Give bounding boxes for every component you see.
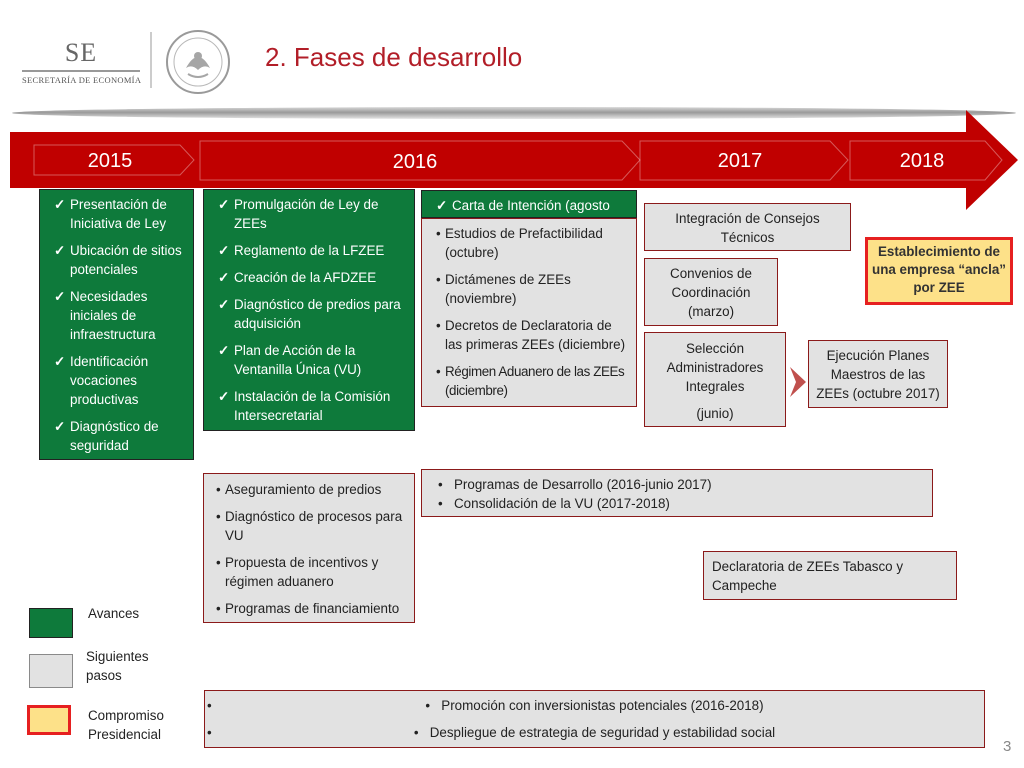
promocion-box: [204, 690, 985, 748]
promocion-item-text: Promoción con inversionistas potenciales (2016-2018): [441, 698, 764, 713]
legend-swatch-avances: [29, 608, 73, 638]
carta-intencion-text: ✓ Carta de Intención (agosto: [434, 196, 630, 215]
list-item: • Diagnóstico de procesos para VU: [214, 507, 408, 545]
legend-avances-label: Avances: [88, 606, 140, 621]
consejos-tecnicos-text: Integración de Consejos Técnicos: [675, 211, 820, 245]
header-divider: [150, 32, 152, 88]
list-item: • Consolidación de la VU (2017-2018): [436, 494, 926, 513]
box-2015-avances: [39, 189, 194, 460]
chevron-right-icon: [790, 367, 806, 397]
logo-se-text: SE: [64, 38, 98, 67]
convenios-text: Convenios de Coordinación (marzo): [670, 266, 752, 319]
list-item: • Programas de financiamiento: [214, 599, 408, 618]
legend-compromiso-label: Compromiso Presidencial: [88, 708, 164, 742]
list-item: ✓ Diagnóstico de predios para adquisición: [216, 295, 406, 333]
list-item: ✓ Ubicación de sitios potenciales: [52, 241, 187, 279]
list-item: [205, 696, 984, 715]
legend-siguientes-label: Siguientes pasos: [86, 649, 149, 683]
empresa-ancla-box: [865, 237, 1013, 305]
seleccion-fecha: (junio): [696, 406, 734, 421]
mexico-coat-of-arms-icon: [164, 28, 232, 96]
planes-maestros-box: [808, 340, 948, 408]
list-item: • Régimen Aduanero de las ZEEs (diciembre): [434, 362, 630, 400]
planes-maestros-text: Ejecución Planes Maestros de las ZEEs (octubre 2017): [816, 348, 940, 401]
legend-swatch-compromiso: [27, 705, 71, 735]
year-2018-label: 2018: [899, 150, 945, 172]
year-2016-label: 2016: [392, 151, 438, 173]
page-number: 3: [1003, 738, 1012, 755]
seleccion-box: [644, 332, 786, 427]
list-item: ✓ Promulgación de Ley de ZEEs: [216, 195, 406, 233]
year-2017-label: 2017: [717, 150, 763, 172]
list-item: ✓ Creación de la AFDZEE: [216, 268, 406, 287]
list-item: ✓ Plan de Acción de la Ventanilla Única (VU): [216, 341, 406, 379]
list-item: • Programas de Desarrollo (2016-junio 2017): [436, 475, 926, 494]
consejos-tecnicos-box: [644, 203, 851, 251]
legend-swatch-siguientes: [29, 654, 73, 688]
list-item: • Decretos de Declaratoria de las primeras ZEEs (diciembre): [434, 316, 630, 354]
list-item: ✓ Reglamento de la LFZEE: [216, 241, 406, 260]
box-2016-avances: [203, 189, 415, 431]
list-item: ✓ Diagnóstico de seguridad: [52, 417, 187, 455]
logo-secretaria-text: SECRETARÍA DE ECONOMÍA: [22, 75, 142, 85]
programas-box: [421, 469, 933, 517]
list-item: ✓ Instalación de la Comisión Intersecretarial: [216, 387, 406, 425]
list-item: • Estudios de Prefactibilidad (octubre): [434, 224, 630, 262]
box-2016-siguientes: [421, 218, 637, 407]
promocion-item-text: Despliegue de estrategia de seguridad y estabilidad social: [429, 725, 776, 740]
list-item: ✓ Necesidades iniciales de infraestructura: [52, 287, 187, 344]
secretaria-economia-logo: [22, 38, 140, 85]
seleccion-text: Selección Administradores Integrales: [666, 341, 764, 394]
declaratoria-text: Declaratoria de ZEEs Tabasco y Campeche: [712, 559, 904, 593]
list-item: • Propuesta de incentivos y régimen aduanero: [214, 553, 408, 591]
bullet-icon: •: [413, 725, 430, 740]
bullet-icon: •: [425, 698, 442, 713]
list-item: • Dictámenes de ZEEs (noviembre): [434, 270, 630, 308]
carta-intencion-header: [421, 190, 637, 218]
page-title: 2. Fases de desarrollo: [265, 42, 523, 72]
list-item: • Aseguramiento de predios: [214, 480, 408, 499]
empresa-ancla-text: Establecimiento de una empresa “ancla” por ZEE: [872, 244, 1006, 295]
list-item: ✓ Identificación vocaciones productivas: [52, 352, 187, 409]
list-item: [205, 723, 984, 742]
year-2015-label: 2015: [87, 150, 133, 172]
box-2016-next-steps: [203, 473, 415, 623]
list-item: ✓ Presentación de Iniciativa de Ley: [52, 195, 187, 233]
convenios-box: [644, 258, 778, 326]
declaratoria-box: [703, 551, 957, 600]
